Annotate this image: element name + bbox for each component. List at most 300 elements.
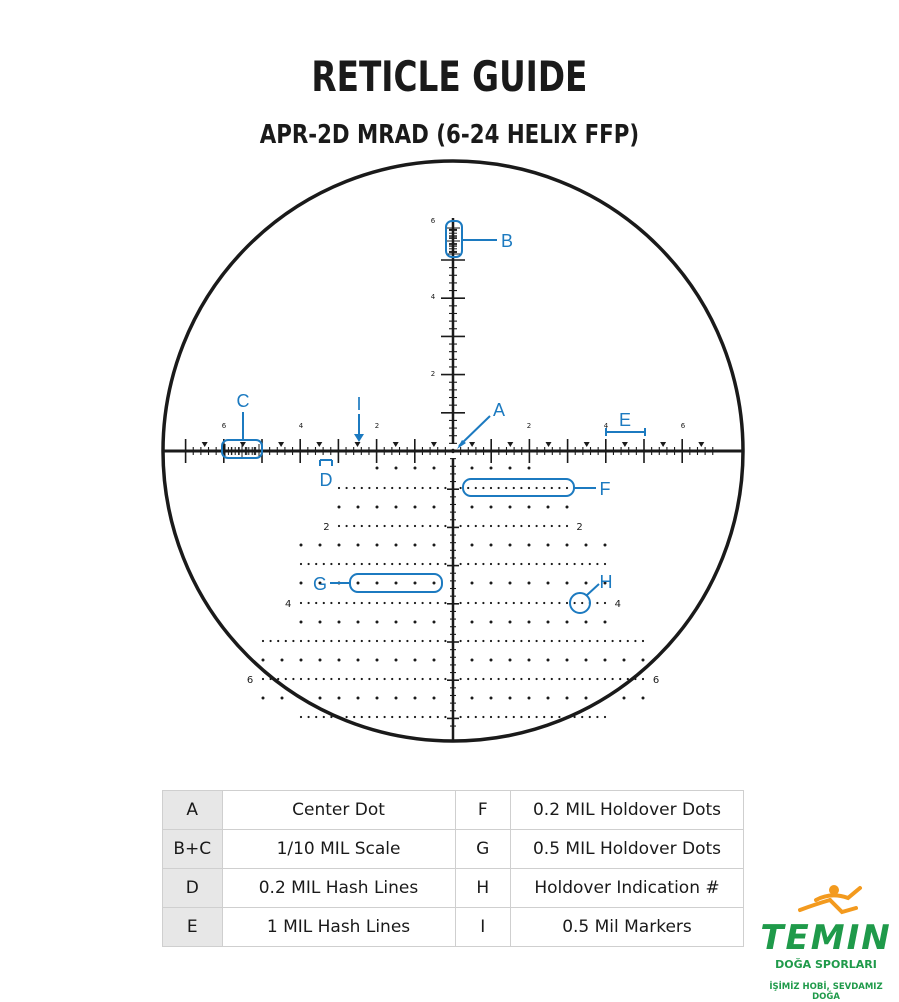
holdover-dot xyxy=(551,563,553,565)
holdover-dot xyxy=(368,525,370,527)
holdover-dot xyxy=(300,621,303,624)
holdover-dot xyxy=(513,716,515,718)
holdover-dot xyxy=(414,467,417,470)
holdover-dot xyxy=(547,506,550,509)
legend-row xyxy=(163,869,744,908)
callout-label: E xyxy=(618,410,632,430)
holdover-dot xyxy=(414,487,416,489)
holdover-dot xyxy=(498,678,500,680)
holdover-dot xyxy=(429,678,431,680)
legend-key: G xyxy=(455,830,510,869)
holdover-dot xyxy=(262,640,264,642)
holdover-dot xyxy=(406,487,408,489)
holdover-dot xyxy=(262,659,265,662)
holdover-dot xyxy=(300,640,302,642)
legend-row xyxy=(163,791,744,830)
holdover-dot xyxy=(528,716,530,718)
callout-label: H xyxy=(599,572,613,592)
holdover-dot xyxy=(566,582,569,585)
callout-label: F xyxy=(599,479,611,499)
holdover-dot xyxy=(353,678,355,680)
holdover-dot xyxy=(482,563,484,565)
holdover-dot xyxy=(361,640,363,642)
holdover-dot xyxy=(338,525,340,527)
holdover-dot xyxy=(520,602,522,604)
holdover-dot xyxy=(391,602,393,604)
holdover-dot xyxy=(395,621,398,624)
half-mil-marker xyxy=(355,442,361,447)
holdover-dot xyxy=(642,678,644,680)
holdover-dot xyxy=(505,602,507,604)
callout-highlight xyxy=(570,593,590,613)
holdover-dot xyxy=(596,716,598,718)
holdover-dot xyxy=(566,678,568,680)
holdover-dot xyxy=(528,582,531,585)
holdover-dot xyxy=(585,659,588,662)
holdover-dot xyxy=(513,602,515,604)
holdover-dot xyxy=(604,544,607,547)
holdover-dot xyxy=(528,563,530,565)
holdover-dot xyxy=(384,563,386,565)
holdover-dot xyxy=(467,716,469,718)
holdover-dot xyxy=(460,487,462,489)
holdover-dot xyxy=(490,582,493,585)
holdover-dot xyxy=(566,621,569,624)
holdover-dot xyxy=(528,678,530,680)
scale-label: 2 xyxy=(374,422,380,430)
holdover-dot xyxy=(471,659,474,662)
callout-label: A xyxy=(492,400,506,420)
holdover-dot xyxy=(437,487,439,489)
holdover-dot xyxy=(277,678,279,680)
holdover-dot xyxy=(490,640,492,642)
holdover-dot xyxy=(300,716,302,718)
holdover-dot xyxy=(429,487,431,489)
holdover-dot xyxy=(315,716,317,718)
callout-leader xyxy=(587,584,599,595)
holdover-dot xyxy=(528,640,530,642)
holdover-dot xyxy=(467,525,469,527)
holdover-dot xyxy=(547,659,550,662)
holdover-dot xyxy=(368,487,370,489)
holdover-dot xyxy=(384,716,386,718)
half-mil-marker xyxy=(278,442,284,447)
holdover-dot xyxy=(353,640,355,642)
holdover-dot xyxy=(566,563,568,565)
legend-key: A xyxy=(163,791,223,830)
runner-figure-icon xyxy=(756,882,896,922)
holdover-dot xyxy=(498,525,500,527)
holdover-dot xyxy=(596,563,598,565)
holdover-dot xyxy=(604,659,607,662)
holdover-dot xyxy=(357,659,360,662)
holdover-dot xyxy=(346,525,348,527)
holdover-dot xyxy=(330,563,332,565)
holdover-dot xyxy=(528,487,530,489)
holdover-dot xyxy=(558,563,560,565)
holdover-dot xyxy=(300,602,302,604)
holdover-dot xyxy=(357,697,360,700)
holdover-dot xyxy=(319,544,322,547)
holdover-dot xyxy=(391,487,393,489)
holdover-dot xyxy=(467,678,469,680)
holdover-dot xyxy=(604,621,607,624)
page-subtitle: APR-2D MRAD (6-24 HELIX FFP) xyxy=(259,120,640,150)
holdover-dot xyxy=(623,659,626,662)
holdover-dot xyxy=(315,602,317,604)
holdover-dot xyxy=(346,487,348,489)
holdover-dot xyxy=(406,716,408,718)
holdover-dot xyxy=(566,487,568,489)
holdover-dot xyxy=(604,697,607,700)
holdover-dot xyxy=(357,582,360,585)
holdover-dot xyxy=(433,659,436,662)
holdover-dot xyxy=(384,678,386,680)
holdover-dot xyxy=(444,716,446,718)
holdover-dot xyxy=(471,582,474,585)
holdover-dot xyxy=(498,563,500,565)
holdover-dot xyxy=(444,678,446,680)
legend-key: E xyxy=(163,908,223,947)
holdover-dot xyxy=(395,582,398,585)
holdover-dot xyxy=(509,659,512,662)
holdover-dot xyxy=(528,659,531,662)
holdover-dot xyxy=(376,640,378,642)
holdover-dot xyxy=(376,716,378,718)
holdover-dot xyxy=(376,487,378,489)
holdover-dot xyxy=(520,716,522,718)
holdover-dot xyxy=(433,621,436,624)
holdover-dot xyxy=(509,544,512,547)
holdover-dot xyxy=(596,640,598,642)
holdover-dot xyxy=(581,640,583,642)
holdover-dot xyxy=(543,563,545,565)
holdover-dot xyxy=(437,716,439,718)
holdover-dot xyxy=(509,621,512,624)
holdover-dot xyxy=(490,697,493,700)
brand-logo xyxy=(756,882,896,1002)
holdover-dot xyxy=(353,525,355,527)
holdover-dot xyxy=(543,716,545,718)
holdover-dot xyxy=(566,602,568,604)
holdover-dot xyxy=(528,506,531,509)
holdover-dot xyxy=(460,716,462,718)
half-mil-marker xyxy=(698,442,704,447)
holdover-dot xyxy=(574,716,576,718)
holdover-dot xyxy=(338,640,340,642)
holdover-dot xyxy=(437,525,439,527)
scale-label: 2 xyxy=(430,370,436,378)
holdover-dot xyxy=(612,678,614,680)
holdover-dot xyxy=(475,563,477,565)
holdover-dot xyxy=(520,487,522,489)
holdover-dot xyxy=(482,678,484,680)
holdover-dot xyxy=(433,467,436,470)
holdover-dot xyxy=(285,678,287,680)
half-mil-marker xyxy=(622,442,628,447)
logo-subtitle: DOĞA SPORLARI xyxy=(775,958,877,971)
holdover-dot xyxy=(566,697,569,700)
holdover-dot xyxy=(528,621,531,624)
holdover-dot xyxy=(460,525,462,527)
holdover-dot xyxy=(437,563,439,565)
holdover-dot xyxy=(437,640,439,642)
holdover-dot xyxy=(395,506,398,509)
holdover-dot xyxy=(357,544,360,547)
holdover-dot xyxy=(414,544,417,547)
holdover-dot xyxy=(536,563,538,565)
holdover-dot xyxy=(509,506,512,509)
holdover-dot xyxy=(368,716,370,718)
holdover-dot xyxy=(444,525,446,527)
holdover-dot xyxy=(566,716,568,718)
holdover-dot xyxy=(338,544,341,547)
callout-highlight xyxy=(463,479,574,496)
holdover-dot xyxy=(414,716,416,718)
holdover-dot xyxy=(642,697,645,700)
holdover-dot xyxy=(505,640,507,642)
holdover-dot xyxy=(498,602,500,604)
holdover-dot xyxy=(528,602,530,604)
legend-description: 0.2 MIL Holdover Dots xyxy=(510,791,743,830)
holdover-dot xyxy=(395,544,398,547)
holdover-dot xyxy=(558,678,560,680)
holdover-dot xyxy=(513,487,515,489)
holdover-dot xyxy=(330,640,332,642)
holdover-dot xyxy=(399,678,401,680)
holdover-dot xyxy=(376,602,378,604)
holdover-dot xyxy=(346,602,348,604)
legend-description: 1/10 MIL Scale xyxy=(222,830,455,869)
holdover-dot xyxy=(422,716,424,718)
callout-label: B xyxy=(500,231,514,251)
holdover-dot xyxy=(346,640,348,642)
holdover-dot xyxy=(361,525,363,527)
holdover-dot xyxy=(520,640,522,642)
holdover-dot xyxy=(627,640,629,642)
holdover-dot xyxy=(551,525,553,527)
callout-label: D xyxy=(319,470,333,490)
holdover-dot xyxy=(346,716,348,718)
holdover-dot xyxy=(391,525,393,527)
holdover-dot xyxy=(482,640,484,642)
callout-label: G xyxy=(312,574,328,594)
holdover-dot xyxy=(300,544,303,547)
holdover-dot xyxy=(536,640,538,642)
holdover-dot xyxy=(505,563,507,565)
holdover-dot xyxy=(422,640,424,642)
holdover-dot xyxy=(300,697,303,700)
holdover-dot xyxy=(323,678,325,680)
holdover-dot xyxy=(490,506,493,509)
holdover-dot xyxy=(300,678,302,680)
holdover-dot xyxy=(558,602,560,604)
holdover-dot xyxy=(384,602,386,604)
holdover-dot xyxy=(536,716,538,718)
holdover-dot xyxy=(642,640,644,642)
holdover-dot xyxy=(475,525,477,527)
holdover-dot xyxy=(467,563,469,565)
holdover-dot xyxy=(429,640,431,642)
holdover-dot xyxy=(520,563,522,565)
holdover-dot xyxy=(596,678,598,680)
holdover-dot xyxy=(330,716,332,718)
holdover-dot xyxy=(281,697,284,700)
holdover-dot xyxy=(574,563,576,565)
holdover-dot xyxy=(361,602,363,604)
holdover-dot xyxy=(414,621,417,624)
holdover-dot xyxy=(471,544,474,547)
holdover-dot xyxy=(433,697,436,700)
holdover-label: 2 xyxy=(323,522,330,533)
holdover-dot xyxy=(589,716,591,718)
holdover-dot xyxy=(604,716,606,718)
holdover-dot xyxy=(509,697,512,700)
legend-description: 0.5 Mil Markers xyxy=(510,908,743,947)
holdover-dot xyxy=(551,678,553,680)
holdover-dot xyxy=(482,716,484,718)
holdover-dot xyxy=(604,602,606,604)
holdover-dot xyxy=(422,525,424,527)
holdover-dot xyxy=(528,544,531,547)
holdover-dot xyxy=(444,602,446,604)
holdover-dot xyxy=(414,640,416,642)
legend-description: 0.5 MIL Holdover Dots xyxy=(510,830,743,869)
holdover-dot xyxy=(437,678,439,680)
holdover-dot xyxy=(612,640,614,642)
holdover-dot xyxy=(406,640,408,642)
holdover-dot xyxy=(490,563,492,565)
holdover-dot xyxy=(315,640,317,642)
holdover-dot xyxy=(368,563,370,565)
holdover-dot xyxy=(368,678,370,680)
holdover-dot xyxy=(513,525,515,527)
holdover-dot xyxy=(323,640,325,642)
half-mil-marker xyxy=(393,442,399,447)
holdover-dot xyxy=(604,563,606,565)
holdover-dot xyxy=(551,640,553,642)
holdover-dot xyxy=(536,678,538,680)
holdover-dot xyxy=(482,487,484,489)
holdover-dot xyxy=(308,640,310,642)
holdover-dot xyxy=(619,678,621,680)
half-mil-marker xyxy=(431,442,437,447)
holdover-dot xyxy=(414,602,416,604)
holdover-dot xyxy=(399,716,401,718)
holdover-dot xyxy=(376,525,378,527)
holdover-dot xyxy=(471,621,474,624)
holdover-dot xyxy=(361,678,363,680)
holdover-dot xyxy=(357,621,360,624)
holdover-dot xyxy=(543,602,545,604)
holdover-dot xyxy=(346,563,348,565)
holdover-dot xyxy=(338,621,341,624)
holdover-dot xyxy=(353,602,355,604)
holdover-dot xyxy=(277,640,279,642)
holdover-dot xyxy=(471,697,474,700)
holdover-dot xyxy=(543,678,545,680)
holdover-dot xyxy=(399,525,401,527)
logo-slogan: İŞİMİZ HOBİ, SEVDAMIZ DOĞA xyxy=(769,982,883,1002)
holdover-dot xyxy=(520,678,522,680)
holdover-dot xyxy=(475,487,477,489)
holdover-dot xyxy=(528,467,531,470)
holdover-dot xyxy=(384,640,386,642)
holdover-dot xyxy=(391,563,393,565)
holdover-dot xyxy=(315,563,317,565)
holdover-dot xyxy=(444,487,446,489)
logo-name: TEMIN xyxy=(760,918,892,958)
holdover-dot xyxy=(551,487,553,489)
holdover-dot xyxy=(433,506,436,509)
holdover-dot xyxy=(357,506,360,509)
holdover-dot xyxy=(376,659,379,662)
holdover-dot xyxy=(551,716,553,718)
holdover-dot xyxy=(627,678,629,680)
holdover-dot xyxy=(391,640,393,642)
holdover-dot xyxy=(551,602,553,604)
holdover-dot xyxy=(513,640,515,642)
holdover-dot xyxy=(482,602,484,604)
holdover-dot xyxy=(319,659,322,662)
scale-label: 2 xyxy=(526,422,532,430)
holdover-dot xyxy=(498,716,500,718)
half-mil-marker xyxy=(240,442,246,447)
holdover-dot xyxy=(338,697,341,700)
callout-arrowhead xyxy=(354,434,364,442)
legend-description: Holdover Indication # xyxy=(510,869,743,908)
holdover-dot xyxy=(422,487,424,489)
scale-label: 6 xyxy=(221,422,227,430)
holdover-label: 4 xyxy=(285,599,292,610)
holdover-dot xyxy=(547,697,550,700)
holdover-dot xyxy=(353,716,355,718)
holdover-dot xyxy=(589,678,591,680)
holdover-dot xyxy=(414,659,417,662)
holdover-dot xyxy=(376,563,378,565)
holdover-label: 6 xyxy=(652,675,660,686)
legend-key: H xyxy=(455,869,510,908)
holdover-label: 6 xyxy=(246,675,254,686)
holdover-dot xyxy=(414,506,417,509)
holdover-dot xyxy=(528,697,531,700)
holdover-dot xyxy=(623,697,626,700)
holdover-dot xyxy=(543,525,545,527)
holdover-dot xyxy=(543,487,545,489)
holdover-dot xyxy=(460,563,462,565)
half-mil-marker xyxy=(584,442,590,447)
half-mil-marker xyxy=(202,442,208,447)
holdover-dot xyxy=(376,697,379,700)
holdover-dot xyxy=(475,678,477,680)
holdover-dot xyxy=(429,602,431,604)
legend-row xyxy=(163,908,744,947)
holdover-dot xyxy=(528,525,530,527)
holdover-dot xyxy=(353,487,355,489)
holdover-dot xyxy=(634,678,636,680)
holdover-dot xyxy=(262,697,265,700)
holdover-dot xyxy=(319,621,322,624)
holdover-dot xyxy=(338,659,341,662)
holdover-dot xyxy=(505,678,507,680)
legend-table xyxy=(162,790,744,947)
holdover-dot xyxy=(406,602,408,604)
half-mil-marker xyxy=(546,442,552,447)
holdover-dot xyxy=(471,506,474,509)
holdover-dot xyxy=(566,640,568,642)
legend-row xyxy=(163,830,744,869)
holdover-dot xyxy=(566,506,569,509)
